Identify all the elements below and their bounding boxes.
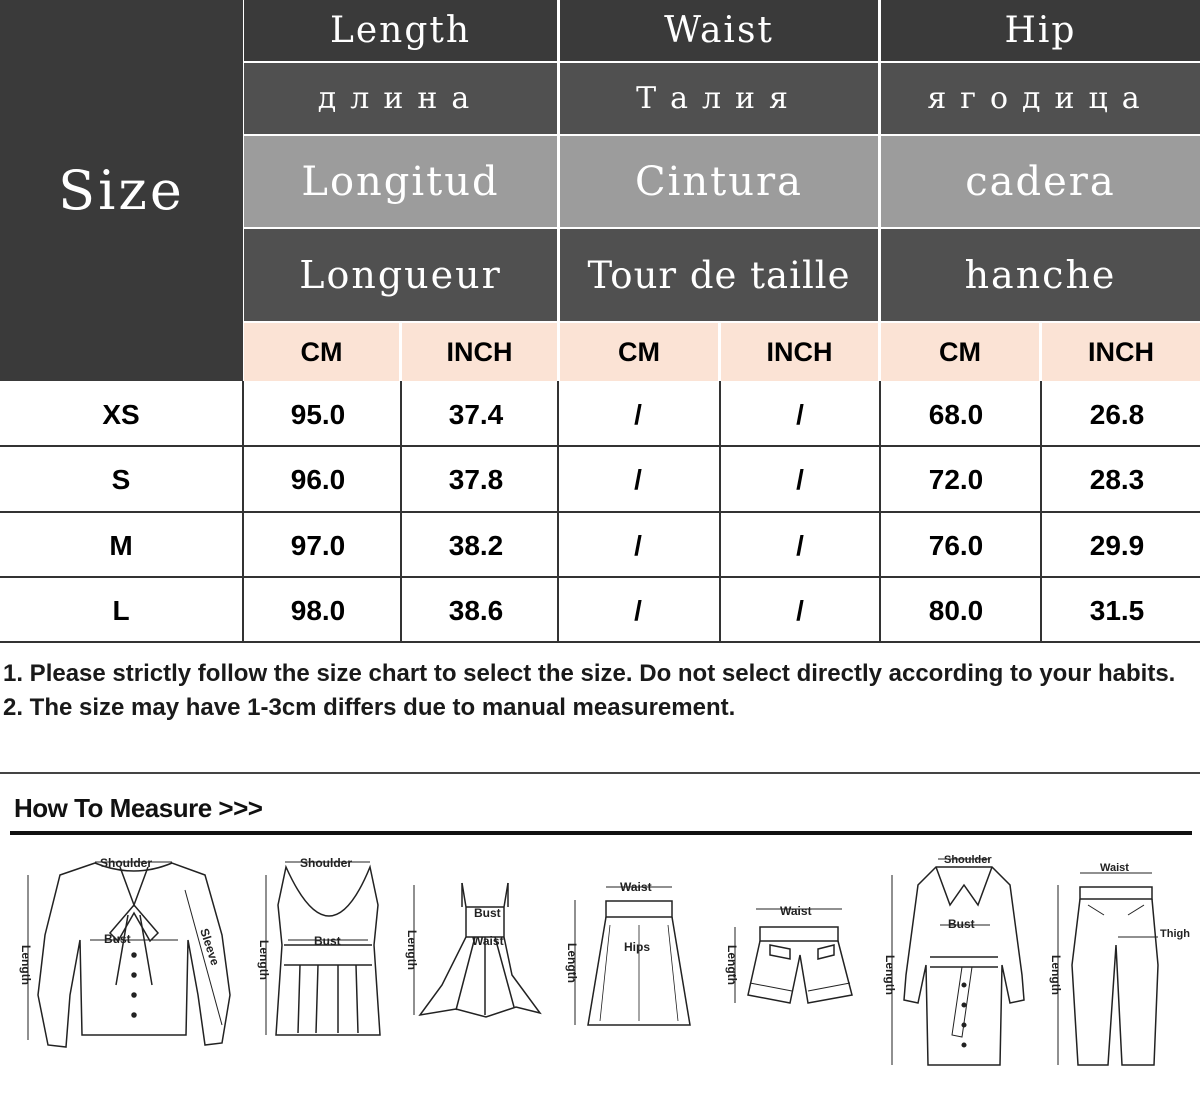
table-cell: 98.0 (290, 595, 346, 626)
waist-label: Waist (1100, 862, 1129, 874)
table-cell: 28.3 (1089, 464, 1145, 495)
table-cell: 29.9 (1089, 530, 1145, 561)
measurement-illustrations (0, 845, 1200, 1095)
shoulder-label: Shoulder (300, 856, 353, 870)
hip-heading-fr: hanche (881, 229, 1200, 321)
length-heading-es: Longitud (244, 136, 557, 227)
table-cell: 97.0 (290, 530, 346, 561)
table-cell: / (796, 595, 804, 626)
hip-heading-ru: ягодица (881, 63, 1200, 134)
length-label: Length (405, 930, 419, 970)
size-heading: Size (0, 0, 243, 381)
bust-label: Bust (948, 917, 975, 931)
table-cell: 95.0 (290, 399, 346, 430)
table-cell: 38.6 (448, 595, 504, 626)
table-cell: 72.0 (928, 464, 984, 495)
table-cell: 68.0 (928, 399, 984, 430)
section-divider (0, 772, 1200, 774)
unit-header: INCH (402, 323, 557, 381)
table-row-size: L (112, 595, 130, 626)
skirt-illustration (565, 880, 690, 1025)
table-cell: / (796, 464, 804, 495)
blouse-illustration (19, 856, 230, 1047)
length-label: Length (19, 945, 33, 985)
waist-heading-fr: Tour de taille (560, 229, 878, 321)
waist-heading-ru: Талия (560, 63, 878, 134)
table-cell: 37.4 (448, 399, 504, 430)
length-label: Length (1049, 955, 1063, 995)
table-cell: / (796, 530, 804, 561)
table-cell: / (634, 595, 642, 626)
hip-heading-es: cadera (881, 136, 1200, 227)
waist-label: Waist (472, 934, 504, 948)
unit-header: INCH (721, 323, 878, 381)
waist-heading-es: Cintura (560, 136, 878, 227)
shoulder-label: Shoulder (100, 856, 153, 870)
coat-illustration (883, 854, 1024, 1065)
title-rule (10, 831, 1192, 835)
bust-label: Bust (474, 906, 501, 920)
unit-header: INCH (1042, 323, 1200, 381)
hips-label: Hips (624, 940, 651, 954)
note-line: 2. The size may have 1-3cm differs due to manual measurement. (3, 694, 736, 721)
table-cell: 37.8 (448, 464, 504, 495)
unit-header: CM (881, 323, 1039, 381)
table-row-size: XS (102, 399, 140, 430)
table-cell: 96.0 (290, 464, 346, 495)
waist-label: Waist (780, 904, 812, 918)
cami-dress-illustration (405, 883, 540, 1017)
length-label: Length (565, 943, 579, 983)
thigh-label: Thigh (1160, 928, 1190, 940)
table-cell: 38.2 (448, 530, 504, 561)
length-heading-en: Length (244, 0, 557, 61)
unit-header: CM (560, 323, 718, 381)
table-cell: 76.0 (928, 530, 984, 561)
length-label: Length (883, 955, 897, 995)
table-row-size: M (109, 530, 133, 561)
table-cell: 80.0 (928, 595, 984, 626)
note-line: 1. Please strictly follow the size chart to select the size. Do not select directly according to your habits. (3, 660, 1176, 687)
bust-label: Bust (314, 934, 341, 948)
bust-label: Bust (104, 932, 131, 946)
table-cell: / (796, 399, 804, 430)
how-to-measure-title: How To Measure >>> (14, 793, 263, 823)
length-heading-ru: длина (244, 63, 557, 134)
shoulder-label: Shoulder (944, 854, 992, 866)
sleeve-label: Sleeve (197, 926, 223, 968)
table-row-size: S (111, 464, 131, 495)
pants-illustration (1049, 862, 1190, 1065)
waist-heading-en: Waist (560, 0, 878, 61)
length-heading-fr: Longueur (244, 229, 557, 321)
table-cell: 26.8 (1089, 399, 1145, 430)
table-cell: / (634, 464, 642, 495)
size-chart-header (0, 0, 1200, 381)
table-cell: / (634, 530, 642, 561)
tank-top-illustration (257, 856, 380, 1035)
table-cell: 31.5 (1089, 595, 1145, 626)
unit-header: CM (244, 323, 399, 381)
length-label: Length (725, 945, 739, 985)
table-cell: / (634, 399, 642, 430)
hip-heading-en: Hip (881, 0, 1200, 61)
waist-label: Waist (620, 880, 652, 894)
shorts-illustration (725, 904, 852, 1003)
length-label: Length (257, 940, 271, 980)
size-notes (3, 657, 1193, 725)
